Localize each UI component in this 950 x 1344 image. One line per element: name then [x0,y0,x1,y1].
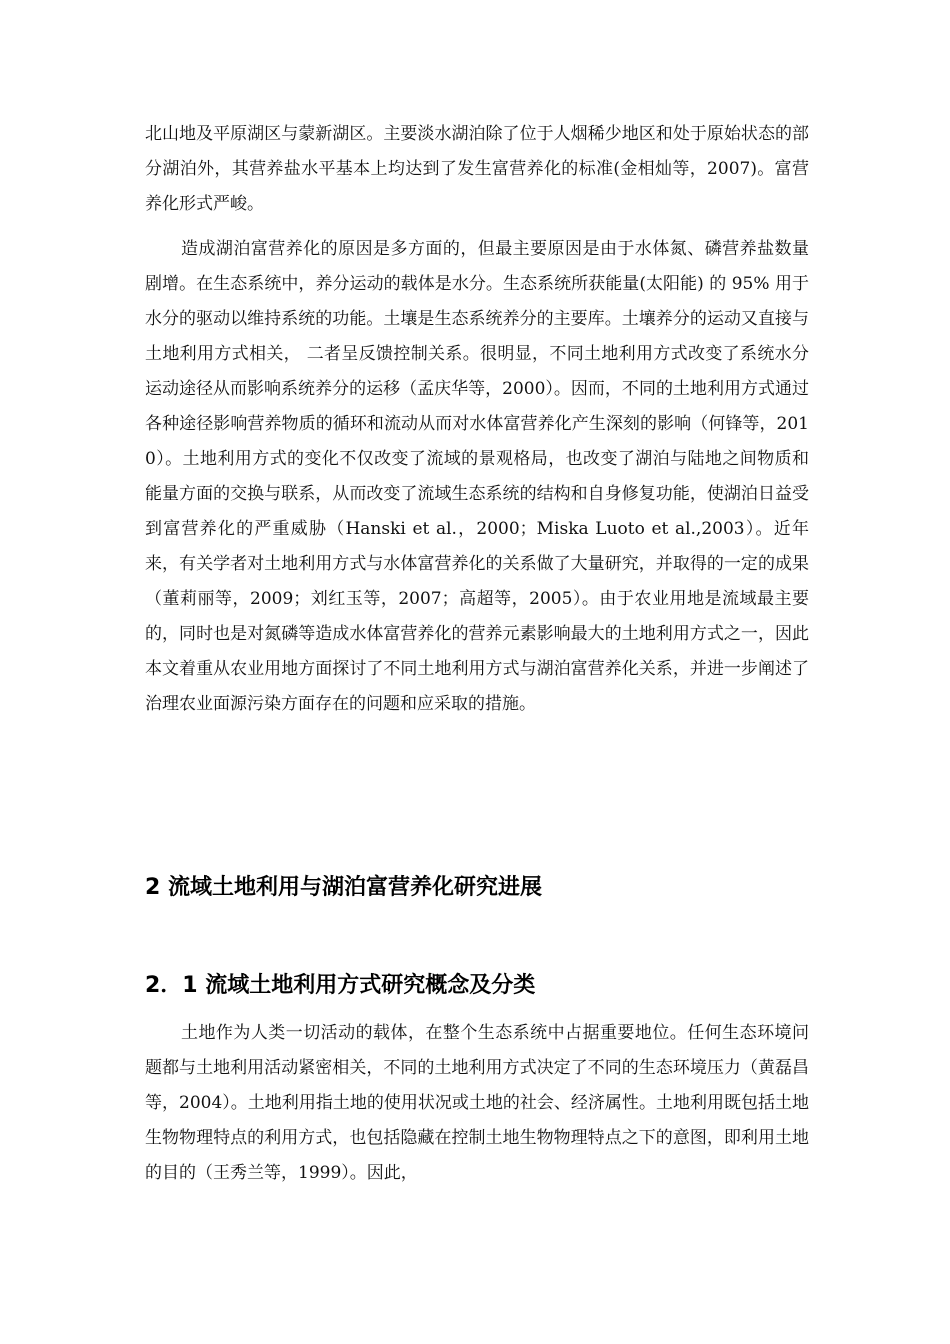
body-paragraph-continuation: 北山地及平原湖区与蒙新湖区。主要淡水湖泊除了位于人烟稀少地区和处于原始状态的部分湖泊外，其营养盐水平基本上均达到了发生富营养化的标准(金相灿等，2007)。富营养化形式严峻。 [145,124,809,214]
body-paragraph-eutrophication-causes: 造成湖泊富营养化的原因是多方面的，但最主要原因是由于水体氮、磷营养盐数量剧增。在生态系统中，养分运动的载体是水分。生态系统所获能量(太阳能) 的 95% 用于水分的驱动以维持系统的功能。土壤是生态系统养分的主要库。土壤养分的运动又直接与土地利用方式相关， 二者呈反馈控制关系。很明显，不同土地利用方式改变了系统水分运动途径从而影响系统养分的运移（孟庆华等，2000）。因而，不同的土地利用方式通过各种途径影响营养物质的循环和流动从而对水体富营养化产生深刻的影响（何锋等，2010）。土地利用方式的变化不仅改变了流域的景观格局，也改变了湖泊与陆地之间物质和能量方面的交换与联系，从而改变了流域生态系统的结构和自身修复功能，使湖泊日益受到富营养化的严重威胁（Hanski et al.，2000；Miska Luoto et al.,2003）。近年来，有关学者对土地利用方式与水体富营养化的关系做了大量研究，并取得的一定的成果（董莉丽等，2009；刘红玉等，2007；高超等，2005）。由于农业用地是流域最主要的，同时也是对氮磷等造成水体富营养化的营养元素影响最大的土地利用方式之一，因此本文着重从农业用地方面探讨了不同土地利用方式与湖泊富营养化关系，并进一步阐述了治理农业面源污染方面存在的问题和应采取的措施。 [145,239,809,714]
body-paragraph-land-use: 土地作为人类一切活动的载体，在整个生态系统中占据重要地位。任何生态环境问题都与土地利用活动紧密相关，不同的土地利用方式决定了不同的生态环境压力（黄磊昌等，2004）。土地利用指土地的使用状况或土地的社会、经济属性。土地利用既包括土地生物物理特点的利用方式，也包括隐藏在控制土地生物物理特点之下的意图，即利用土地的目的（王秀兰等，1999）。因此， [145,1023,809,1183]
subsection-heading-2-1: 2．1 流域土地利用方式研究概念及分类 [145,973,536,998]
section-heading-2: 2 流域土地利用与湖泊富营养化研究进展 [145,875,542,900]
